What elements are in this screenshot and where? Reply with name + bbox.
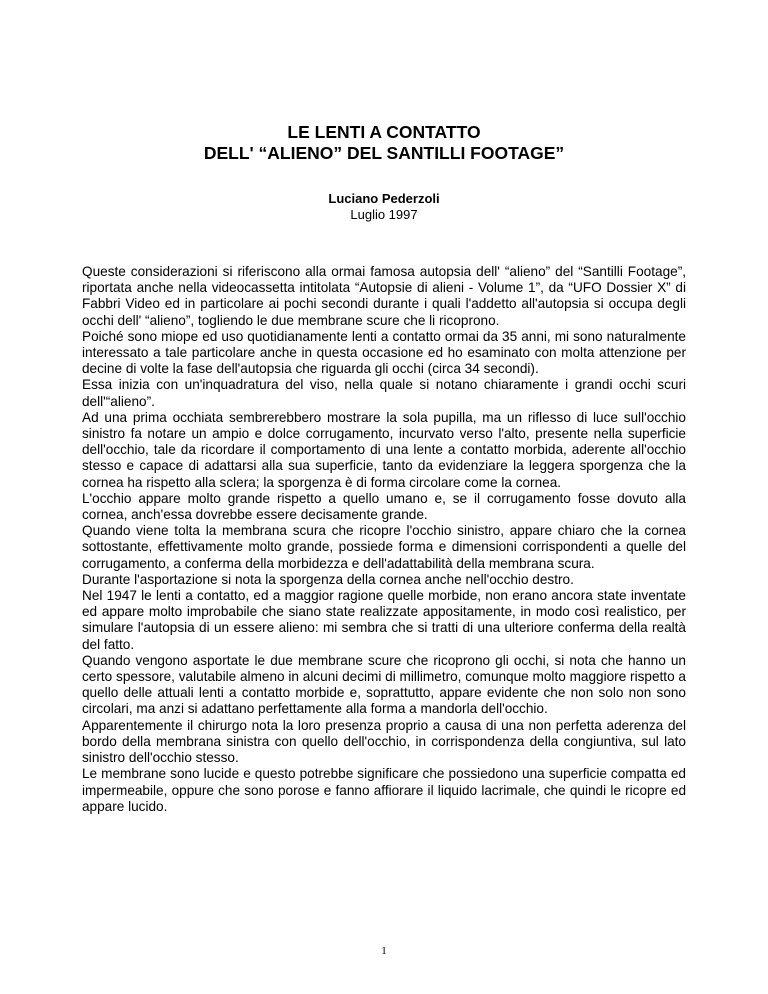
paragraph: Nel 1947 le lenti a contatto, ed a maggior ragione quelle morbide, non erano ancora state inventate ed appare molto improbabile che siano state realizzate appositamente, in modo così realistico, per simulare l'autopsia di un essere alieno: mi sembra che si tratti di una ulteriore conferma della realtà del fatto. [82,588,686,652]
paragraph: Ad una prima occhiata sembrerebbero mostrare la sola pupilla, ma un riflesso di luce sull'occhio sinistro fa notare un ampio e dolce corrugamento, incurvato verso l'alto, presente nella superficie dell'occhio, tale da ricordare il comportamento di una lente a contatto morbida, aderente all'occhio stesso e capace di adattarsi alla sua superficie, tanto da evidenziare la leggera sporgenza che la cornea ha rispetto alla sclera; la sporgenza è di forma circolare come la cornea. [82,409,686,490]
paragraph: Poiché sono miope ed uso quotidianamente lenti a contatto ormai da 35 anni, mi sono naturalmente interessato a tale particolare anche in questa occasione ed ho esaminato con molta attenzione per decine di volte la fase dell'autopsia che riguarda gli occhi (circa 34 secondi). [82,328,686,377]
document-body [82,264,686,815]
paragraph: Queste considerazioni si riferiscono alla ormai famosa autopsia dell' “alieno” del “Santilli Footage”, riportata anche nella videocassetta intitolata “Autopsie di alieni - Volume 1”, da “UFO Dossier X” di Fabbri Video ed in particolare ai pochi secondi durante i quali l'addetto all'autopsia si occupa degli occhi dell' “alieno”, togliendo le due membrane scure che li ricoprono. [82,264,686,328]
paragraph: Quando vengono asportate le due membrane scure che ricoprono gli occhi, si nota che hanno un certo spessore, valutabile almeno in alcuni decimi di millimetro, comunque molto maggiore rispetto a quello delle attuali lenti a contatto morbide e, soprattutto, appare evidente che non solo non sono circolari, ma anzi si adattano perfettamente alla forma a mandorla dell'occhio. [82,652,686,717]
paragraph: Le membrane sono lucide e questo potrebbe significare che possiedono una superficie compatta ed impermeabile, oppure che sono porose e fanno affiorare il liquido lacrimale, che quindi le ricopre ed appare lucido. [82,766,686,814]
document-title-line-2: DELL' “ALIENO” DEL SANTILLI FOOTAGE” [203,143,565,163]
page-number: 1 [381,945,387,957]
publication-date: Luglio 1997 [350,207,418,222]
author-name: Luciano Pederzoli [328,191,440,206]
paragraph: Durante l'asportazione si nota la sporgenza della cornea anche nell'occhio destro. [82,571,574,587]
paragraph: L'occhio appare molto grande rispetto a quello umano e, se il corrugamento fosse dovuto alla cornea, anch'essa dovrebbe essere decisamente grande. [82,490,686,523]
paragraph: Quando viene tolta la membrana scura che ricopre l'occhio sinistro, appare chiaro che la cornea sottostante, effettivamente molto grande, possiede forma e dimensioni corrispondenti a quelle del corrugamento, a conferma della morbidezza e dell'adattabilità della membrana scura. [82,523,686,571]
document-title-line-1: LE LENTI A CONTATTO [287,122,481,142]
paragraph: Apparentemente il chirurgo nota la loro presenza proprio a causa di una non perfetta aderenza del bordo della membrana sinistra con quello dell'occhio, in corrispondenza della congiuntiva, sul lato sinistro dell'occhio stesso. [82,717,686,766]
paragraph: Essa inizia con un'inquadratura del viso, nella quale si notano chiaramente i grandi occhi scuri dell'“alieno”. [82,377,686,409]
